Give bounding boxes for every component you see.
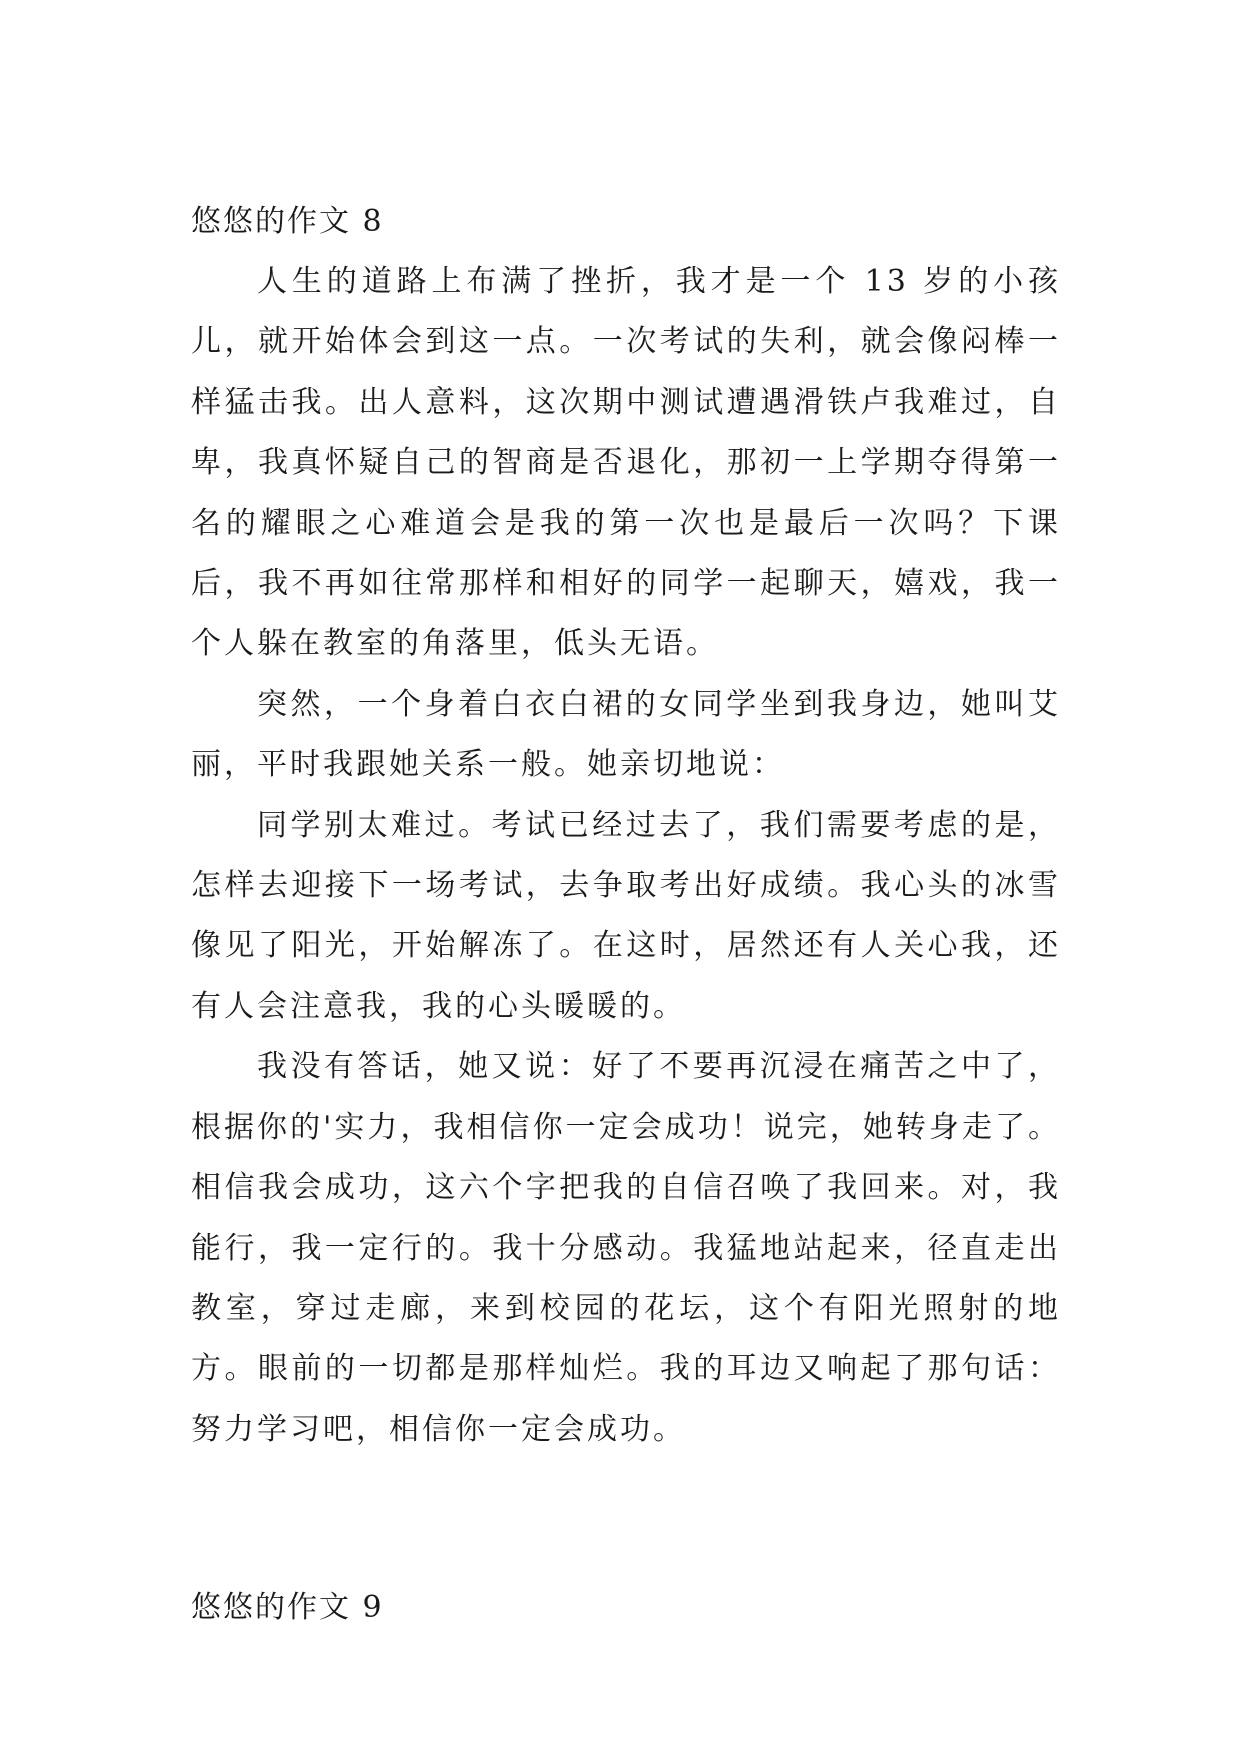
paragraph: 突然，一个身着白衣白裙的女同学坐到我身边，她叫艾丽，平时我跟她关系一般。她亲切地说： xyxy=(191,686,1061,783)
section-spacer xyxy=(191,1460,1061,1578)
section-title: 悠悠的作文 8 xyxy=(191,204,384,239)
section-title: 悠悠的作文 9 xyxy=(191,1590,384,1626)
paragraph: 同学别太难过。考试已经过去了，我们需要考虑的是，怎样去迎接下一场考试，去争取考出好成绩。我心头的冰雪像见了阳光，开始解冻了。在这时，居然还有人关心我，还有人会注意我，我的心头暖暖的。 xyxy=(191,807,1061,1024)
paragraph: 我没有答话，她又说：好了不要再沉浸在痛苦之中了，根据你的'实力，我相信你一定会成功！说完，她转身走了。相信我会成功，这六个字把我的自信召唤了我回来。对，我能行，我一定行的。我十分感动。我猛地站起来，径直走出教室，穿过走廊，来到校园的花坛，这个有阳光照射的地方。眼前的一切都是那样灿烂。我的耳边又响起了那句话：努力学习吧，相信你一定会成功。 xyxy=(191,1049,1061,1447)
paragraph: 人生的道路上布满了挫折，我才是一个 13 岁的小孩儿，就开始体会到这一点。一次考试的失利，就会像闷棒一样猛击我。出人意料，这次期中测试遭遇滑铁卢我难过，自卑，我真怀疑自己的智商是否退化，那初一上学期夺得第一名的耀眼之心难道会是我的第一次也是最后一次吗？下课后，我不再如往常那样和相好的同学一起聊天，嬉戏，我一个人躲在教室的角落里，低头无语。 xyxy=(191,264,1061,662)
document-body xyxy=(191,192,1061,1638)
